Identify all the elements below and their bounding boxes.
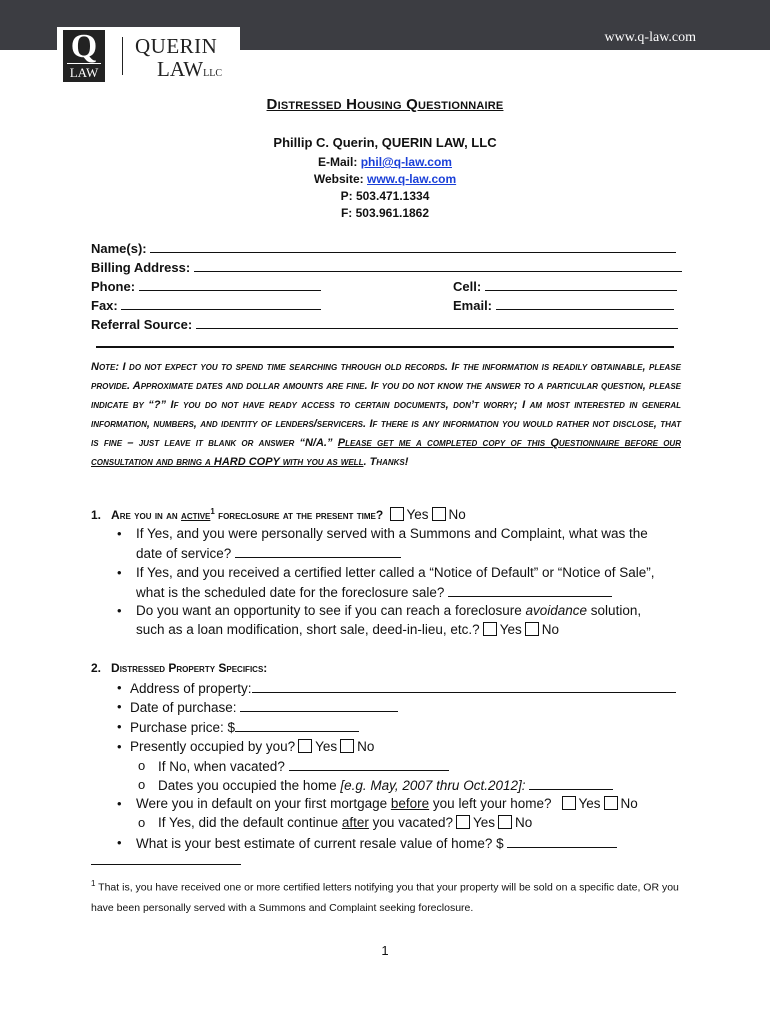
contact-phone: P: 503.471.1334	[340, 189, 430, 203]
q1-date-of-service-field[interactable]: date of service?	[136, 545, 401, 561]
section-divider	[96, 346, 674, 348]
circle-bullet-icon: o	[138, 777, 146, 792]
website-url[interactable]: www.q-law.com	[604, 30, 696, 45]
bullet-icon: •	[117, 835, 122, 850]
contact-website: Website: www.q-law.com	[313, 172, 457, 186]
bullet-icon: •	[117, 699, 122, 714]
logo-divider	[122, 37, 123, 75]
contact-email: E-Mail: phil@q-law.com	[318, 155, 452, 169]
q1-no-checkbox[interactable]	[432, 507, 446, 521]
contact-name: Phillip C. Querin, QUERIN LAW, LLC	[273, 135, 497, 150]
logo-name-line2: LAWLLC	[157, 57, 223, 81]
bullet-icon: •	[117, 603, 122, 618]
property-address-field[interactable]: Address of property:	[130, 680, 676, 696]
footnote: $^1$ That is, you have received one or more certified letters notifying you that your property will be sold on a specific date, OR you have been personally served with a Summons and Complaint seeking foreclosure.	[91, 879, 679, 914]
fax-field[interactable]: Fax:	[91, 297, 321, 313]
bullet-icon: •	[117, 739, 122, 754]
purchase-date-field[interactable]: Date of purchase:	[130, 699, 398, 715]
circle-bullet-icon: o	[138, 815, 146, 830]
continue-yes-checkbox[interactable]	[456, 815, 470, 829]
names-field[interactable]: Name(s):	[91, 240, 676, 256]
email-field[interactable]: Email:	[453, 297, 674, 313]
circle-bullet-icon: o	[138, 758, 146, 773]
q1-yes-checkbox[interactable]	[390, 507, 404, 521]
footnote-divider	[91, 864, 241, 865]
occupied-yes-checkbox[interactable]	[298, 739, 312, 753]
page-number: 1	[381, 943, 389, 958]
q1-bullet-3-line-1: Do you want an opportunity to see if you can reach a foreclosure avoidance solution,	[136, 603, 642, 618]
default-no-checkbox[interactable]	[604, 796, 618, 810]
q1-sale-date-field[interactable]: what is the scheduled date for the foreclosure sale?	[136, 584, 612, 600]
logo-mark: Q LAW	[63, 30, 105, 82]
contact-fax: F: 503.961.1862	[340, 206, 430, 220]
q1-avoidance-yes-checkbox[interactable]	[483, 622, 497, 636]
q1-bullet-1-line-1: If Yes, and you were personally served with a Summons and Complaint, what was the	[136, 526, 648, 541]
bullet-icon: •	[117, 526, 122, 541]
bullet-icon: •	[117, 719, 122, 734]
referral-source-field[interactable]: Referral Source:	[91, 316, 678, 332]
logo-name-line1: QUERIN	[135, 34, 218, 58]
phone-field[interactable]: Phone:	[91, 278, 321, 294]
cell-field[interactable]: Cell:	[453, 278, 677, 294]
question-2-heading: 2. Distressed Property Specifics:	[91, 661, 268, 675]
purchase-price-field[interactable]: Purchase price: $	[130, 719, 359, 735]
occupied-question: Presently occupied by you? Yes No	[130, 739, 375, 754]
bullet-icon: •	[117, 796, 122, 811]
occupied-dates-field[interactable]: Dates you occupied the home [e.g. May, 2007 thru Oct.2012]:	[158, 777, 613, 793]
default-yes-checkbox[interactable]	[562, 796, 576, 810]
occupied-no-checkbox[interactable]	[340, 739, 354, 753]
default-question: Were you in default on your first mortgage before you left your home? Yes No	[136, 796, 638, 811]
querin-law-logo	[57, 27, 240, 84]
bullet-icon: •	[117, 565, 122, 580]
billing-address-field[interactable]: Billing Address:	[91, 259, 682, 275]
question-1-heading: 1. Are you in an active$^1$ foreclosure at the present time? Yes No	[91, 507, 466, 522]
continue-no-checkbox[interactable]	[498, 815, 512, 829]
resale-value-field[interactable]: What is your best estimate of current resale value of home? $	[136, 835, 617, 851]
document-title: Distressed Housing Questionnaire	[266, 96, 504, 113]
q1-bullet-3-line-2: such as a loan modification, short sale, deed-in-lieu, etc.? Yes No	[136, 622, 559, 637]
q1-bullet-2-line-1: If Yes, and you received a certified letter called a “Notice of Default” or “Notice of Sale”,	[136, 565, 655, 580]
vacated-date-field[interactable]: If No, when vacated?	[158, 758, 449, 774]
q1-avoidance-no-checkbox[interactable]	[525, 622, 539, 636]
website-link[interactable]: www.q-law.com	[367, 172, 457, 186]
bullet-icon: •	[117, 680, 122, 695]
email-link[interactable]: phil@q-law.com	[360, 155, 452, 169]
instructions-note: Note: I do not expect you to spend time searching through old records. If the information is readily obtainable, please provide. Approximate dates and dollar amounts are fine. If you do not know the answer to a particular question, please indicate by “?” If you do not have ready access to certain documents, don’t worry; I am most interested in general information, numbers, and identity of lenders/servicers. If there is any information you would rather not disclose, that is fine – just leave it blank or answer “N/A.” Please get me a completed copy of this Questionnaire before our consultation and bring a HARD COPY with you as well. Thanks!	[91, 361, 681, 468]
continue-question: If Yes, did the default continue after you vacated? Yes No	[158, 815, 533, 830]
